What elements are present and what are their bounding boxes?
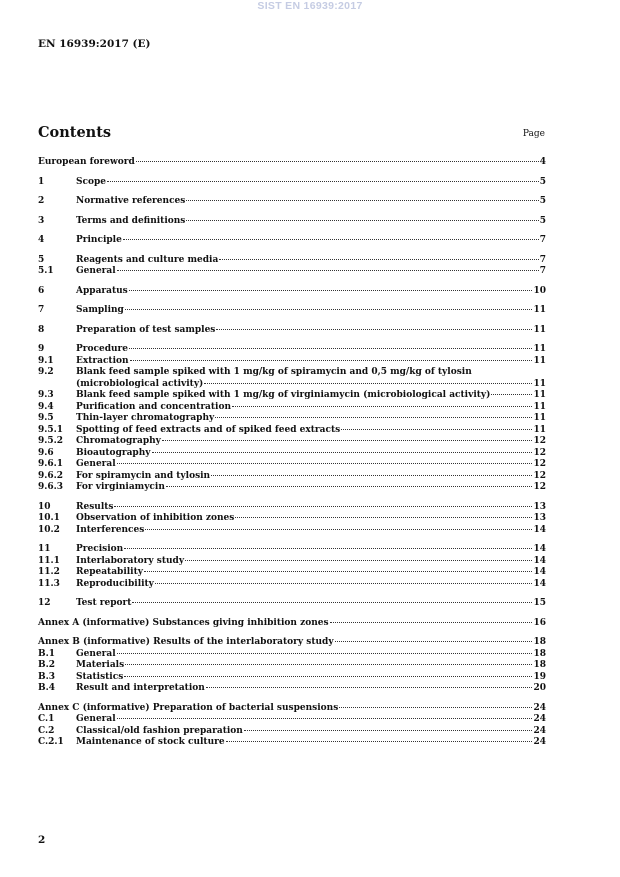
toc-entry-title: Interferences bbox=[76, 524, 145, 535]
toc-dot-leader bbox=[136, 161, 539, 162]
toc-entry[interactable] bbox=[38, 402, 546, 414]
toc-dot-leader bbox=[107, 181, 539, 182]
toc-entry-number: 8 bbox=[38, 324, 45, 335]
toc-dot-leader bbox=[114, 506, 532, 507]
toc-entry[interactable] bbox=[38, 367, 546, 390]
toc-entry-number: 9.5.2 bbox=[38, 436, 64, 446]
toc-entry-page: 12 bbox=[533, 459, 546, 469]
toc-entry-title: Statistics bbox=[76, 671, 124, 682]
toc-dot-leader bbox=[117, 653, 533, 654]
page-number: 2 bbox=[38, 834, 46, 846]
toc-entry[interactable] bbox=[38, 157, 546, 169]
toc-entry[interactable] bbox=[38, 196, 546, 208]
toc-entry[interactable] bbox=[38, 436, 546, 448]
toc-dot-leader bbox=[152, 452, 533, 453]
toc-entry-title: General bbox=[76, 459, 116, 469]
toc-entry-number: 5 bbox=[38, 254, 45, 265]
toc-entry-page: 13 bbox=[533, 501, 546, 512]
toc-dot-leader bbox=[219, 259, 538, 260]
toc-entry[interactable] bbox=[38, 255, 546, 267]
toc-entry-number: 9.5.1 bbox=[38, 424, 64, 435]
toc-entry-title: Annex A (informative) Substances giving inhibition zones bbox=[38, 617, 329, 628]
toc-dot-leader bbox=[162, 440, 533, 441]
toc-entry-page: 12 bbox=[533, 482, 546, 492]
toc-entry-page: 11 bbox=[533, 378, 546, 389]
toc-entry-page: 7 bbox=[539, 254, 546, 265]
toc-entry[interactable] bbox=[38, 325, 546, 337]
toc-entry[interactable] bbox=[38, 714, 546, 726]
toc-dot-leader bbox=[335, 641, 533, 642]
toc-dot-leader bbox=[123, 239, 539, 240]
toc-entry-page: 11 bbox=[533, 401, 546, 412]
toc-entry-number: 5.1 bbox=[38, 266, 54, 276]
toc-entry-number: 4 bbox=[38, 235, 45, 245]
toc-entry-page: 24 bbox=[533, 714, 546, 724]
toc-dot-leader bbox=[166, 486, 533, 487]
toc-dot-leader bbox=[185, 560, 532, 561]
toc-dot-leader bbox=[232, 406, 532, 407]
toc-entry-number: 3 bbox=[38, 215, 45, 226]
toc-entry-title: General bbox=[76, 266, 116, 276]
toc-dot-leader bbox=[330, 622, 533, 623]
toc-entry[interactable] bbox=[38, 737, 546, 749]
toc-entry-page: 7 bbox=[539, 235, 546, 245]
table-of-contents bbox=[38, 157, 546, 749]
toc-entry-title: Maintenance of stock culture bbox=[76, 737, 225, 747]
toc-entry-title: Reproducibility bbox=[76, 578, 154, 589]
toc-entry-page: 24 bbox=[533, 737, 546, 747]
toc-dot-leader bbox=[339, 707, 532, 708]
toc-entry-title: Extraction bbox=[76, 355, 129, 366]
toc-entry-title: Test report bbox=[76, 598, 132, 608]
toc-entry-title: Classical/old fashion preparation bbox=[76, 725, 243, 736]
toc-entry-page: 24 bbox=[533, 702, 546, 713]
toc-entry-title: Terms and definitions bbox=[76, 215, 186, 226]
toc-entry-number: 9.5 bbox=[38, 413, 54, 423]
toc-entry[interactable] bbox=[38, 598, 546, 610]
toc-entry-number: B.3 bbox=[38, 671, 56, 682]
toc-dot-leader bbox=[132, 602, 532, 603]
toc-dot-leader bbox=[491, 394, 532, 395]
toc-entry-title: For spiramycin and tylosin bbox=[76, 470, 211, 481]
toc-entry-number: C.2.1 bbox=[38, 737, 64, 747]
toc-entry-page: 16 bbox=[533, 617, 546, 628]
toc-entry-number: 11.2 bbox=[38, 567, 60, 577]
toc-entry-title: Blank feed sample spiked with 1 mg/kg of virginiamycin (microbiological activity) bbox=[76, 390, 491, 400]
toc-entry-number: 9.6.2 bbox=[38, 470, 64, 481]
toc-entry-title: Reagents and culture media bbox=[76, 254, 219, 265]
toc-entry-page: 18 bbox=[533, 648, 546, 659]
toc-entry-page: 12 bbox=[533, 470, 546, 481]
toc-entry[interactable] bbox=[38, 413, 546, 425]
toc-dot-leader bbox=[129, 290, 533, 291]
toc-dot-leader bbox=[186, 200, 538, 201]
toc-entry-title: Repeatability bbox=[76, 567, 143, 577]
toc-entry-number: 9.1 bbox=[38, 355, 54, 366]
toc-entry-number: C.2 bbox=[38, 725, 55, 736]
toc-dot-leader bbox=[124, 548, 532, 549]
toc-entry-number: B.1 bbox=[38, 648, 56, 659]
toc-entry[interactable] bbox=[38, 216, 546, 228]
toc-entry-page: 11 bbox=[533, 305, 546, 315]
toc-entry-page: 14 bbox=[533, 555, 546, 566]
toc-entry-title: Results bbox=[76, 501, 114, 512]
toc-entry[interactable] bbox=[38, 649, 546, 661]
toc-entry-number: 7 bbox=[38, 305, 45, 315]
toc-entry-page: 18 bbox=[533, 637, 546, 647]
toc-entry-title: Normative references bbox=[76, 196, 186, 206]
toc-entry-page: 5 bbox=[539, 196, 546, 206]
toc-entry-title: Preparation of test samples bbox=[76, 324, 216, 335]
toc-entry[interactable] bbox=[38, 637, 546, 649]
toc-entry-title: For virginiamycin bbox=[76, 482, 165, 492]
toc-entry[interactable] bbox=[38, 660, 546, 672]
toc-entry-page: 14 bbox=[533, 524, 546, 535]
toc-dot-leader bbox=[125, 309, 533, 310]
toc-entry[interactable] bbox=[38, 471, 546, 483]
toc-entry[interactable] bbox=[38, 579, 546, 591]
toc-entry[interactable] bbox=[38, 235, 546, 247]
toc-dot-leader bbox=[125, 664, 532, 665]
toc-dot-leader bbox=[206, 687, 533, 688]
toc-entry-number: 11.1 bbox=[38, 555, 60, 566]
toc-entry[interactable] bbox=[38, 305, 546, 317]
toc-entry-number: 6 bbox=[38, 285, 45, 296]
toc-entry[interactable] bbox=[38, 567, 546, 579]
toc-dot-leader bbox=[341, 429, 532, 430]
toc-entry[interactable] bbox=[38, 177, 546, 189]
toc-dot-leader bbox=[211, 475, 532, 476]
toc-entry[interactable] bbox=[38, 425, 546, 437]
toc-entry-page: 12 bbox=[533, 447, 546, 458]
toc-entry[interactable] bbox=[38, 286, 546, 298]
toc-dot-leader bbox=[216, 329, 532, 330]
toc-entry-number: 9 bbox=[38, 344, 45, 354]
toc-entry-page: 11 bbox=[533, 324, 546, 335]
toc-entry-page: 10 bbox=[533, 285, 546, 296]
toc-entry-title: European foreword bbox=[38, 157, 135, 167]
toc-entry[interactable] bbox=[38, 726, 546, 738]
toc-entry[interactable] bbox=[38, 266, 546, 278]
toc-entry-number: 11.3 bbox=[38, 578, 60, 589]
toc-entry[interactable] bbox=[38, 344, 546, 356]
toc-entry-title: Sampling bbox=[76, 305, 124, 315]
toc-entry[interactable] bbox=[38, 482, 546, 494]
toc-entry-number: 9.3 bbox=[38, 390, 54, 400]
toc-entry-title: Principle bbox=[76, 235, 122, 245]
toc-entry-page: 14 bbox=[533, 567, 546, 577]
toc-entry-title: Interlaboratory study bbox=[76, 555, 185, 566]
toc-dot-leader bbox=[117, 270, 539, 271]
toc-entry-number: B.2 bbox=[38, 660, 56, 670]
toc-entry-title: Chromatography bbox=[76, 436, 161, 446]
toc-entry[interactable] bbox=[38, 459, 546, 471]
toc-entry-page: 7 bbox=[539, 266, 546, 276]
toc-dot-leader bbox=[117, 463, 533, 464]
toc-dot-leader bbox=[204, 383, 532, 384]
toc-entry-number: 1 bbox=[38, 176, 45, 187]
toc-entry-number: C.1 bbox=[38, 714, 55, 724]
toc-entry[interactable] bbox=[38, 390, 546, 402]
toc-entry-title: Bioautography bbox=[76, 447, 151, 458]
toc-entry[interactable] bbox=[38, 618, 546, 630]
toc-entry-page: 12 bbox=[533, 436, 546, 446]
toc-entry-title: Purification and concentration bbox=[76, 401, 232, 412]
toc-entry[interactable] bbox=[38, 544, 546, 556]
document-id: EN 16939:2017 (E) bbox=[38, 38, 151, 50]
toc-entry-title: General bbox=[76, 714, 116, 724]
toc-entry-title: Precision bbox=[76, 544, 124, 554]
toc-entry-title: Materials bbox=[76, 660, 125, 670]
toc-dot-leader bbox=[186, 220, 538, 221]
toc-entry-number: 10 bbox=[38, 501, 51, 512]
toc-entry-title: Procedure bbox=[76, 344, 129, 354]
toc-dot-leader bbox=[155, 583, 533, 584]
toc-dot-leader bbox=[130, 360, 533, 361]
toc-entry-page: 13 bbox=[533, 513, 546, 523]
watermark: SIST EN 16939:2017 bbox=[257, 0, 363, 12]
toc-dot-leader bbox=[244, 730, 533, 731]
toc-dot-leader bbox=[129, 348, 532, 349]
toc-entry[interactable] bbox=[38, 703, 546, 715]
toc-entry-number: 10.2 bbox=[38, 524, 60, 535]
toc-entry-number: 10.1 bbox=[38, 513, 60, 523]
toc-entry[interactable] bbox=[38, 683, 546, 695]
toc-entry[interactable] bbox=[38, 556, 546, 568]
toc-dot-leader bbox=[117, 718, 533, 719]
toc-entry-page: 11 bbox=[533, 390, 546, 400]
toc-entry-page: 4 bbox=[539, 157, 546, 167]
toc-entry-title: General bbox=[76, 648, 116, 659]
toc-entry[interactable] bbox=[38, 672, 546, 684]
toc-entry-number: 9.6 bbox=[38, 447, 54, 458]
toc-entry-page: 11 bbox=[533, 413, 546, 423]
contents-heading: Contents bbox=[38, 124, 112, 141]
toc-entry-page: 5 bbox=[539, 176, 546, 187]
toc-dot-leader bbox=[226, 741, 533, 742]
toc-entry-page: 19 bbox=[533, 671, 546, 682]
toc-entry-page: 11 bbox=[533, 355, 546, 366]
toc-dot-leader bbox=[144, 571, 532, 572]
toc-entry[interactable] bbox=[38, 525, 546, 537]
toc-entry-page: 11 bbox=[533, 344, 546, 354]
toc-dot-leader bbox=[124, 676, 532, 677]
toc-entry-title: Annex C (informative) Preparation of bacterial suspensions bbox=[38, 702, 339, 713]
toc-entry-title: Spotting of feed extracts and of spiked feed extracts bbox=[76, 424, 341, 435]
toc-entry-number: 2 bbox=[38, 196, 45, 206]
toc-entry-page: 14 bbox=[533, 544, 546, 554]
toc-entry-title-continued: (microbiological activity) bbox=[76, 378, 204, 389]
toc-entry-page: 11 bbox=[533, 424, 546, 435]
toc-entry-page: 20 bbox=[533, 683, 546, 693]
toc-entry-page: 18 bbox=[533, 660, 546, 670]
toc-entry-number: 9.6.1 bbox=[38, 459, 64, 469]
toc-entry-number: 12 bbox=[38, 598, 51, 608]
toc-dot-leader bbox=[235, 517, 532, 518]
toc-entry-number: 11 bbox=[38, 544, 51, 554]
toc-entry-number: 9.6.3 bbox=[38, 482, 64, 492]
toc-dot-leader bbox=[215, 417, 532, 418]
page-column-label: Page bbox=[522, 129, 545, 139]
toc-entry-page: 15 bbox=[533, 598, 546, 608]
toc-entry-page: 14 bbox=[533, 578, 546, 589]
toc-entry-page: 24 bbox=[533, 725, 546, 736]
toc-dot-leader bbox=[145, 529, 532, 530]
toc-entry-title: Annex B (informative) Results of the interlaboratory study bbox=[38, 637, 334, 647]
toc-entry[interactable] bbox=[38, 502, 546, 514]
toc-entry-title: Result and interpretation bbox=[76, 683, 205, 693]
toc-entry-title: Apparatus bbox=[76, 285, 128, 296]
toc-entry-title: Thin-layer chromatography bbox=[76, 413, 215, 423]
toc-entry-number: 9.4 bbox=[38, 401, 54, 412]
toc-entry[interactable] bbox=[38, 356, 546, 368]
toc-entry-page: 5 bbox=[539, 215, 546, 226]
toc-entry-title: Observation of inhibition zones bbox=[76, 513, 235, 523]
toc-entry-title: Blank feed sample spiked with 1 mg/kg of spiramycin and 0,5 mg/kg of tylosin bbox=[76, 367, 472, 377]
toc-entry-title: Scope bbox=[76, 176, 107, 187]
toc-entry-number: B.4 bbox=[38, 683, 56, 693]
toc-entry[interactable] bbox=[38, 448, 546, 460]
toc-entry[interactable] bbox=[38, 513, 546, 525]
toc-entry-number: 9.2 bbox=[38, 367, 54, 377]
